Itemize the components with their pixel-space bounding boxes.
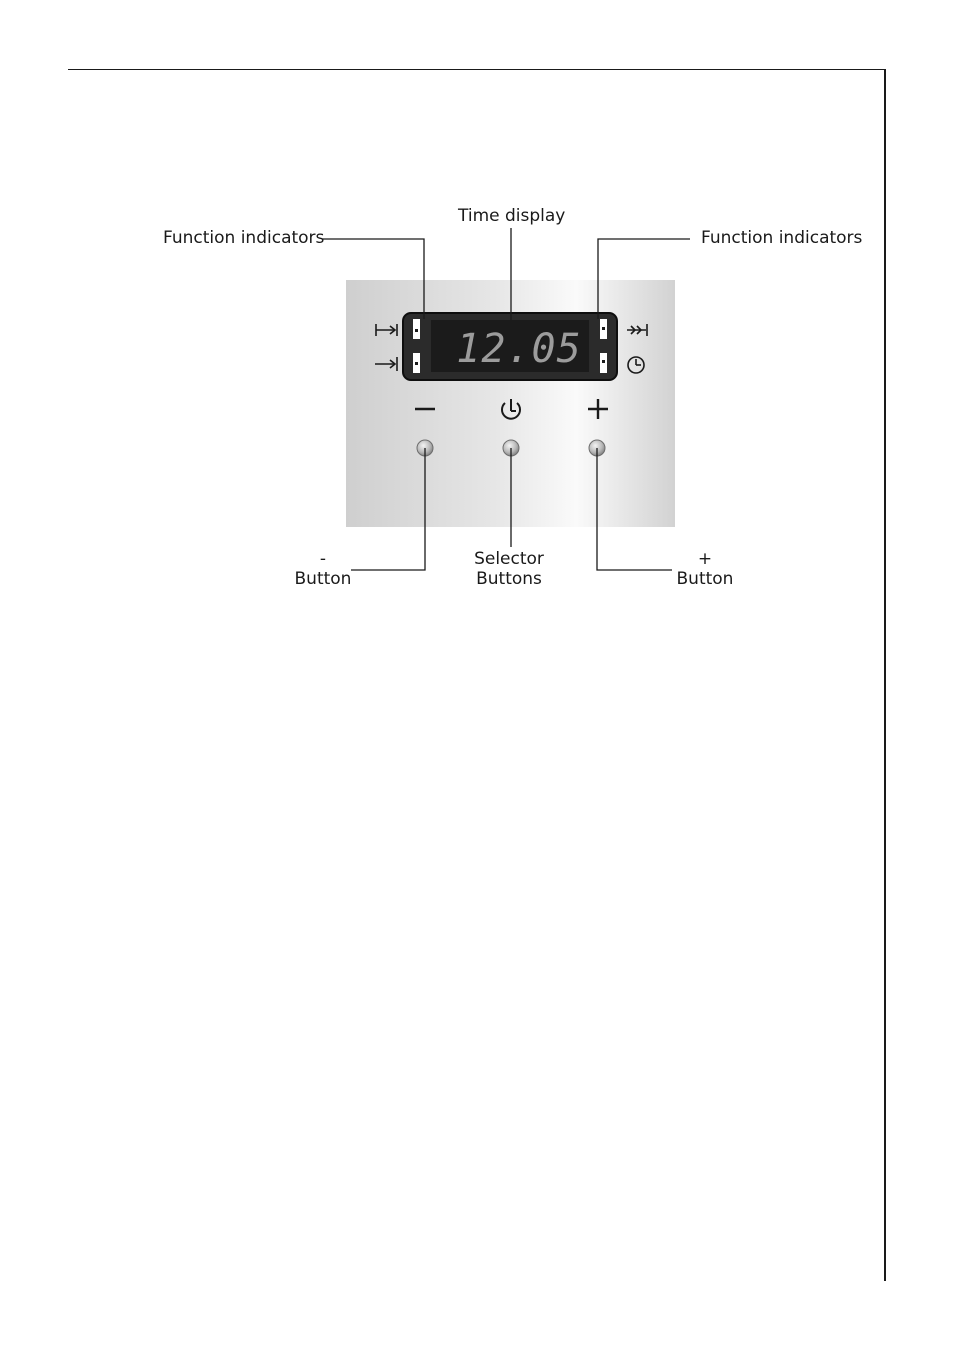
plus-button-text: Button xyxy=(676,569,734,589)
time-display-digits: 12.05 xyxy=(456,326,582,372)
selector-buttons-label xyxy=(449,549,569,589)
minus-button-label xyxy=(263,549,383,589)
function-indicators-right-label: Function indicators xyxy=(701,228,863,248)
time-display-label: Time display xyxy=(458,206,566,226)
minus-button-text: Button xyxy=(294,569,352,589)
function-indicators-left-label: Function indicators xyxy=(163,228,325,248)
plus-button-label xyxy=(645,549,765,589)
minus-button-symbol: - xyxy=(319,549,327,569)
selector-buttons-line2: Buttons xyxy=(476,569,542,589)
plus-button-symbol: + xyxy=(697,549,713,569)
selector-buttons-line1: Selector xyxy=(474,549,544,569)
